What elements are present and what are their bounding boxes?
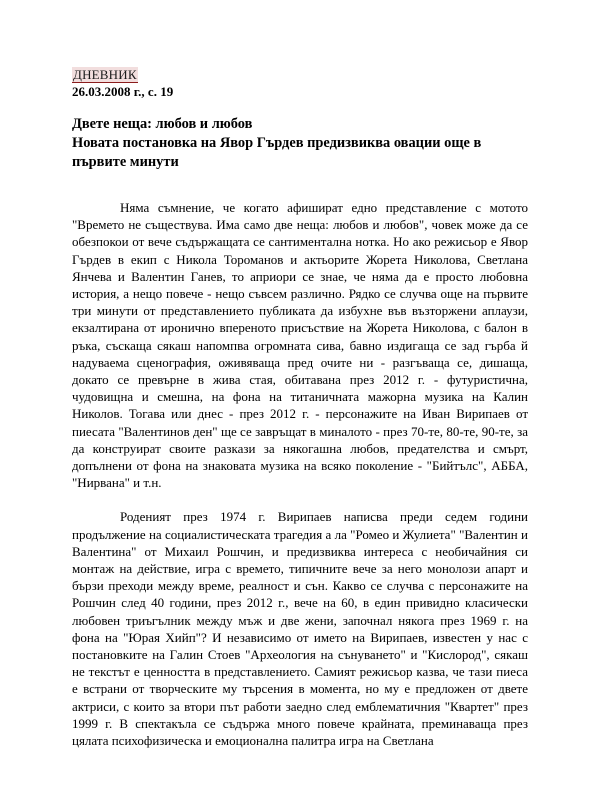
article-headline — [72, 115, 528, 172]
headline-title: Двете неща: любов и любов — [72, 116, 253, 132]
publication-date: 26.03.2008 г., с. 19 — [72, 84, 174, 99]
article-page — [72, 66, 528, 749]
article-paragraph-2: Роденият през 1974 г. Вирипаев написва преди седем години продължение на социалистическата трагедия а ла "Ромео и Жулиета" "Валентин и Валентина" от Михаил Рошчин, и предизвиква интереса с необичайния си монтаж на действие, игра с времето, типичните вече за него монолози апарт и бързи преходи между време, реалност и сън. Какво се случва с персонажите на Рошчин след 40 години, през 2012 г., вече на 60, в един привидно класически любовен триъгълник между мъж и две жени, започнал някога през 1969 г. на фона на "Юрая Хийп"? И независимо от името на Вирипаев, известен у нас с постановките на Галин Стоев "Археология на сънуването" и "Кислород", сякаш не текстът е ценността в представлението. Самият режисьор казва, че тази пиеса е встрани от творческите му търсения в момента, но му е предложен от двете актриси, с които за втори път работи заедно след емблематичния "Квартет" през 1999 г. В спектакъла се съдържа много повече крайната, преминаваща през цялата психофизическа и емоционална палитра игра на Светлана — [72, 509, 528, 749]
headline-subtitle: Новата постановка на Явор Гърдев предизвиква овации още в първите минути — [72, 135, 482, 170]
newspaper-source[interactable]: ДНЕВНИК — [73, 67, 137, 82]
article-paragraph-1: Няма съмнение, че когато афишират едно представление с мотото "Времето не съществува. Има само две неща: любов и любов", човек може да се обезпокои от вече съдържащата се сантиментална нотка. Но ако режисьор е Явор Гърдев в екип с Никола Тороманов и актьорите Жорета Николова, Светлана Янчева и Валентин Ганев, то априори се знае, че няма да е просто любовна история, а нещо повече - нещо съвсем различно. Рядко се случва още на първите три минути от представлението публиката да избухне във възторжени аплаузи, екзалтирана от иронично впереното присъствие на Жорета Николова, с балон в ръка, съскаща сякаш напомпва огромната сива, бавно издигаща се зад гърба й надуваема сценография, оживяваща пред очите ни - разгъваща се, дишаща, докато се превърне в жива стая, обитавана през 2012 г. - футуристична, чудовищна и смешна, на фона на титаничната мажорна музика на Калин Николов. Тогава или днес - през 2012 г. - персонажите на Иван Вирипаев от пиесата "Валентинов ден" ще се завръщат в миналото - през 70-те, 80-те, 90-те, за да конструират своите разкази за някогашна любов, предателства и смърт, допълнени от фона на знаковата музика на всяко поколение - "Бийтълс", АББА, "Нирвана" и т.н. — [72, 200, 528, 491]
